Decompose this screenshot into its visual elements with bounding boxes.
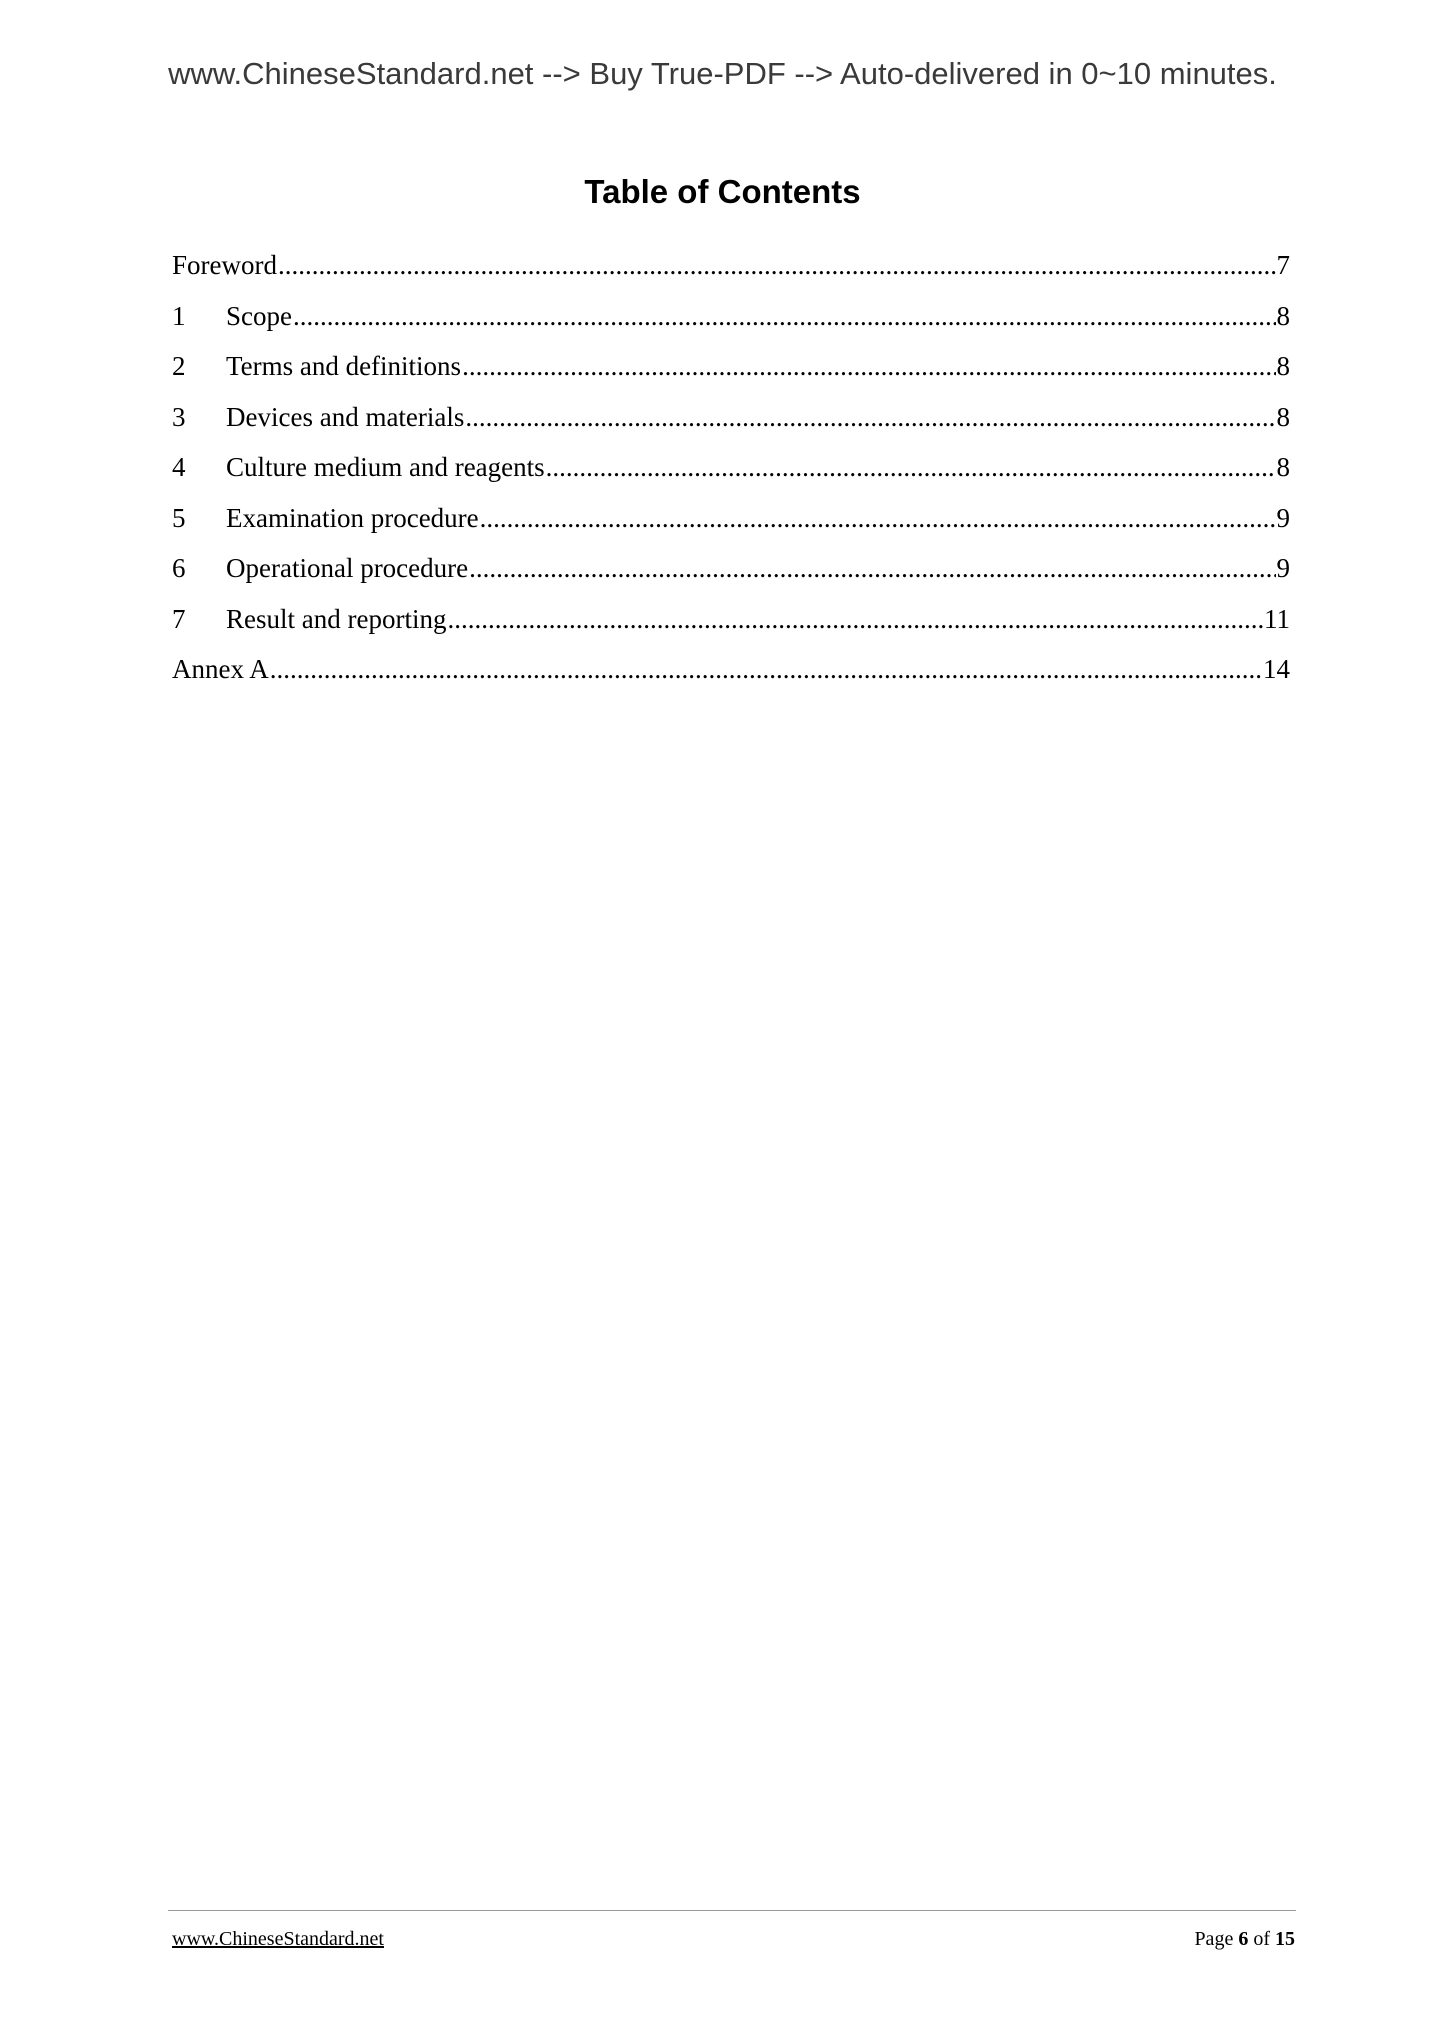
footer-page-number: [1080, 1928, 1295, 1951]
toc-entry-label: Devices and materials: [226, 401, 465, 432]
toc-entry-examination-procedure[interactable]: [172, 503, 1290, 554]
toc-entry-terms-and-definitions[interactable]: [172, 351, 1290, 402]
toc-entry-number: 2: [172, 351, 186, 381]
toc-entry-page: 7: [1276, 250, 1290, 280]
footer-divider: [168, 1910, 1296, 1911]
toc-list: [172, 250, 1290, 705]
toc-entry-label: Culture medium and reagents: [226, 452, 545, 482]
toc-title: Table of Contents: [584, 173, 861, 210]
toc-entry-page: 14: [1263, 654, 1290, 684]
footer-page-total: 15: [1275, 1928, 1295, 1950]
toc-entry-number: 4: [172, 452, 186, 482]
toc-entry-label: Foreword: [172, 250, 277, 280]
toc-dot-leader: [447, 604, 1263, 635]
footer-page-current: 6: [1238, 1928, 1249, 1950]
toc-entry-number: 5: [172, 502, 186, 533]
toc-entry-label: Operational procedure: [226, 553, 469, 583]
toc-entry-label: Scope: [226, 300, 292, 331]
top-banner: www.ChineseStandard.net --> Buy True-PDF --> Auto-delivered in 0~10 minutes.: [168, 56, 1277, 91]
toc-entry-annex-a[interactable]: [172, 654, 1290, 705]
toc-entry-result-and-reporting[interactable]: [172, 604, 1290, 655]
footer-page-of: of: [1248, 1928, 1275, 1950]
toc-entry-number: 1: [172, 300, 186, 331]
toc-entry-page: 8: [1276, 401, 1290, 432]
toc-entry-label: Terms and definitions: [226, 351, 462, 381]
toc-dot-leader: [546, 452, 1276, 483]
toc-dot-leader: [462, 351, 1275, 382]
toc-dot-leader: [293, 301, 1276, 332]
footer-page-prefix: Page: [1194, 1928, 1239, 1950]
toc-entry-page: 8: [1276, 300, 1290, 331]
toc-entry-scope[interactable]: [172, 301, 1290, 352]
toc-entry-page: 8: [1276, 452, 1290, 482]
toc-entry-number: 7: [172, 603, 186, 634]
toc-dot-leader: [465, 402, 1275, 433]
toc-entry-label: Examination procedure: [226, 502, 479, 533]
toc-entry-page: 9: [1276, 502, 1290, 533]
toc-dot-leader: [270, 654, 1262, 685]
toc-entry-label: Annex A: [172, 654, 269, 684]
toc-entry-devices-and-materials[interactable]: [172, 402, 1290, 453]
toc-entry-foreword[interactable]: [172, 250, 1290, 301]
toc-entry-culture-medium-and-reagents[interactable]: [172, 452, 1290, 503]
toc-entry-number: 6: [172, 553, 186, 583]
toc-dot-leader: [480, 503, 1276, 534]
toc-entry-label: Result and reporting: [226, 603, 447, 634]
toc-entry-page: 8: [1276, 351, 1290, 381]
toc-entry-operational-procedure[interactable]: [172, 553, 1290, 604]
toc-dot-leader: [278, 250, 1276, 281]
toc-entry-number: 3: [172, 401, 186, 432]
toc-entry-page: 11: [1264, 603, 1290, 634]
footer-site-link[interactable]: www.ChineseStandard.net: [172, 1928, 384, 1950]
toc-entry-page: 9: [1276, 553, 1290, 583]
toc-dot-leader: [469, 553, 1275, 584]
